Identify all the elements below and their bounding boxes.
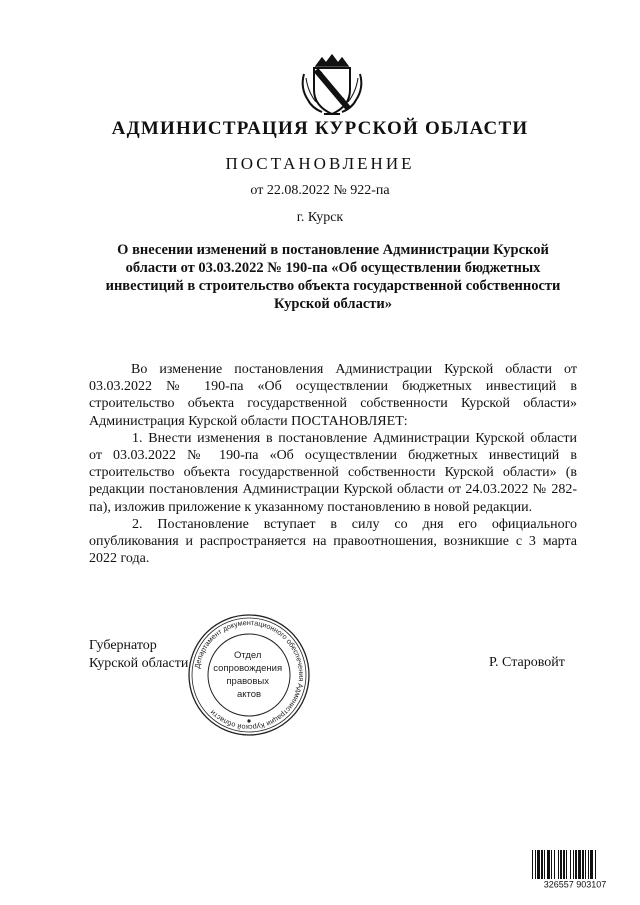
- document-body: [89, 361, 577, 567]
- body-paragraph-item-1: 1. Внести изменения в постановление Администрации Курской области от 03.03.2022 № 190-па «Об осуществлении бюджетных инвестиций в строительство объекта государственной собственности Курской области» (в редакции постановления Администрации Курской области от 24.03.2022 № 282-па), изложив приложение к указанному постановлению в новой редакции.: [89, 430, 577, 515]
- signer-name: Р. Старовойт: [489, 655, 565, 670]
- svg-text:Отдел сопровождения: [213, 650, 285, 700]
- stamp-center-line-3: правовых: [226, 676, 269, 687]
- body-paragraph-preamble: Во изменение постановления Администрации Курской области от 03.03.2022 № 190-па «Об осуществлении бюджетных инвестиций в строительство объекта государственной собственности Курской области» Администрация Курской области ПОСТАНОВЛЯЕТ:: [89, 362, 577, 429]
- stamp-ring-text: Департамент документационного обеспечения Администрации Курской области: [192, 617, 307, 733]
- signer-position: [89, 637, 188, 672]
- document-city: г. Курск: [296, 210, 344, 225]
- official-stamp: [186, 612, 312, 738]
- body-paragraph-item-2: 2. Постановление вступает в силу со дня его официального опубликования и распространяется на правоотношения, возникшие с 3 марта 2022 года.: [89, 516, 577, 567]
- signer-position-line2: Курской области: [89, 655, 189, 671]
- organization-title: АДМИНИСТРАЦИЯ КУРСКОЙ ОБЛАСТИ: [111, 118, 529, 139]
- stamp-center-line-4: актов: [236, 689, 262, 700]
- document-subject: О внесении изменений в постановление Администрации Курской области от 03.03.2022 № 190-па «Об осуществлении бюджетных инвестиций в строительство объекта государственной собственности Курской области»: [105, 242, 561, 312]
- stamp-center-line-2: сопровождения: [213, 663, 283, 674]
- document-date-number: от 22.08.2022 № 922-па: [250, 183, 390, 198]
- document-type: ПОСТАНОВЛЕНИЕ: [225, 154, 415, 173]
- signer-position-line1: Губернатор: [89, 638, 157, 653]
- barcode: [531, 849, 619, 889]
- stamp-center-line-1: Отдел: [233, 650, 262, 661]
- barcode-number: 326557 903107: [543, 879, 607, 889]
- coat-of-arms-emblem: [296, 52, 368, 118]
